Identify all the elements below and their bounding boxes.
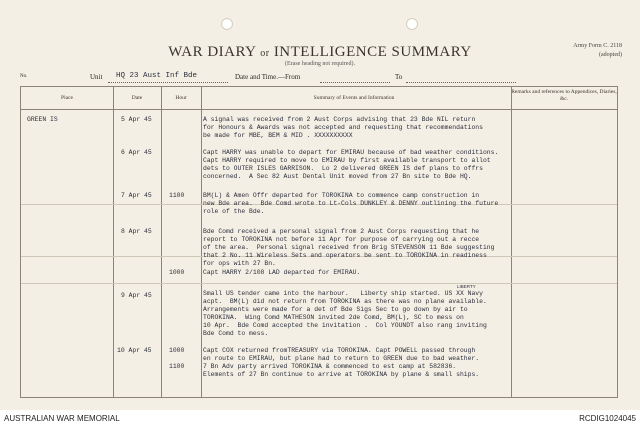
- table-header-row: [21, 87, 617, 110]
- col-header-hour: Hour: [175, 95, 187, 101]
- form-subtitle: (Erase heading not required).: [285, 61, 355, 67]
- entry-hour: 1100: [169, 192, 185, 199]
- entry-summary-line: Capt HARRY was unable to depart for EMIRAU because of bad weather conditions.: [203, 149, 499, 156]
- title-war-diary: WAR DIARY: [168, 44, 256, 60]
- entry-date: 7 Apr 45: [121, 192, 152, 199]
- from-underline: [320, 82, 390, 83]
- punch-hole-right: [406, 18, 418, 30]
- entry-summary-line: be made for MBE, BEM & MID . XXXXXXXXXX: [203, 132, 353, 139]
- entry-summary-line: report to TOROKINA not before 11 Apr for purpose of carrying out a recce: [203, 236, 480, 243]
- entry-summary-line: Elements of 27 Bn continue to arrive at TOROKINA by plane & small ships.: [203, 371, 480, 378]
- entry-hour: 1100: [169, 363, 185, 370]
- entry-summary-line: en route to EMIRAU, but plane had to return to GREEN due to bad weather.: [203, 355, 480, 362]
- date-time-label: Date and Time.—From: [235, 73, 301, 81]
- entry-hour: 1000: [169, 269, 185, 276]
- entry-place: GREEN IS: [27, 116, 58, 123]
- col-divider-summary: [511, 87, 512, 397]
- entry-summary-line: new Bde area. Bde Comd wrote to Lt-Cols DUNKLEY & DENNY outlining the future: [203, 200, 499, 207]
- form-no-label: No.: [20, 74, 28, 79]
- entry-summary-line: Capt HARRY 2/108 LAD departed for EMIRAU.: [203, 269, 361, 276]
- unit-line: [20, 73, 620, 85]
- title-intelligence-summary: INTELLIGENCE SUMMARY: [273, 44, 472, 60]
- form-title: [0, 44, 640, 61]
- entry-summary-line: for ops with 27 Bn.: [203, 260, 276, 267]
- diary-table: [20, 86, 618, 398]
- entry-date: 8 Apr 45: [121, 228, 152, 235]
- entry-hour: 1000: [169, 347, 185, 354]
- army-form-line2: (adopted): [599, 52, 622, 58]
- footer-record-id: RCDIG1024045: [579, 414, 636, 423]
- col-header-place: Place: [61, 95, 73, 101]
- entry-summary-line: 10 Apr. Bde Comd accepted the invitation . Col YOUNDT also rang inviting: [203, 322, 487, 329]
- entry-summary-line: 7 Bn Adv party arrived TOROKINA & commenced to est camp at 582836.: [203, 363, 457, 370]
- col-divider-date: [161, 87, 162, 397]
- to-underline: [406, 82, 516, 83]
- footer-credit: AUSTRALIAN WAR MEMORIAL: [4, 414, 120, 423]
- entry-summary-line: of the area. Personal signal received from Brig STEVENSON 11 Bde suggesting: [203, 244, 495, 251]
- handwritten-annotation: LIBERTY: [457, 284, 476, 289]
- row-rule: [21, 283, 617, 284]
- col-divider-hour: [201, 87, 202, 397]
- entry-summary-line: BM(L) & Amen Offr departed for TOROKINA to commence camp construction in: [203, 192, 480, 199]
- entry-summary-line: acpt. BM(L) did not return from TOROKINA as there was no plane available.: [203, 298, 487, 305]
- entry-date: 10 Apr 45: [117, 347, 152, 354]
- entry-summary-line: dets to OUTER ISLES GARRISON. Lo 2 delivered GREEN IS def plans to offrs: [203, 165, 483, 172]
- to-label: To: [395, 73, 403, 81]
- army-form-number: [573, 42, 622, 60]
- unit-value: HQ 23 Aust Inf Bde: [116, 72, 198, 80]
- col-header-summary: Summary of Events and Information: [313, 95, 395, 101]
- entry-date: 9 Apr 45: [121, 292, 152, 299]
- entry-summary-line: concerned. A Sec 82 Aust Dental Unit moved from 27 Bn site to Bde HQ.: [203, 173, 472, 180]
- unit-underline: [108, 82, 228, 83]
- entry-summary-line: Bde Comd received a personal signal from 2 Aust Corps requesting that he: [203, 228, 480, 235]
- entry-summary-line: for Honours & Awards was not accepted and requesting that recommendations: [203, 124, 483, 131]
- entry-date: 5 Apr 45: [121, 116, 152, 123]
- col-divider-place: [113, 87, 114, 397]
- entry-summary-line: Arrangements were made for a det of Bde Sigs Sec to go down by air to: [203, 306, 468, 313]
- entry-date: 6 Apr 45: [121, 149, 152, 156]
- entry-summary-line: Capt HARRY required to move to EMIRAU by first available transport to allot: [203, 157, 491, 164]
- entry-summary-line: Small US tender came into the harbour. Liberty ship started. US XX Navy: [203, 290, 483, 297]
- unit-label: Unit: [90, 73, 103, 81]
- entry-summary-line: role of the Bde.: [203, 208, 265, 215]
- army-form-line1: Army Form C. 2118: [573, 43, 622, 49]
- punch-hole-left: [221, 18, 233, 30]
- entry-summary-line: TOROKINA. Wing Comd MATHESON invited 2de Comd, BM(L), SC to mess on: [203, 314, 464, 321]
- entry-summary-line: A signal was received from 2 Aust Corps advising that 23 Bde NIL return: [203, 116, 476, 123]
- entry-summary-line: that 2 No. 11 Wireless Sets and operators be sent to TOROKINA in readiness: [203, 252, 487, 259]
- entry-summary-line: Bde Comd to mess.: [203, 330, 269, 337]
- entry-summary-line: Capt COX returned fromTREASURY via TOROKINA. Capt POWELL passed through: [203, 347, 476, 354]
- title-or: or: [260, 48, 270, 59]
- col-header-remarks: Remarks and references to Appendices, Diaries, &c.: [511, 89, 617, 102]
- col-header-date: Date: [131, 95, 143, 101]
